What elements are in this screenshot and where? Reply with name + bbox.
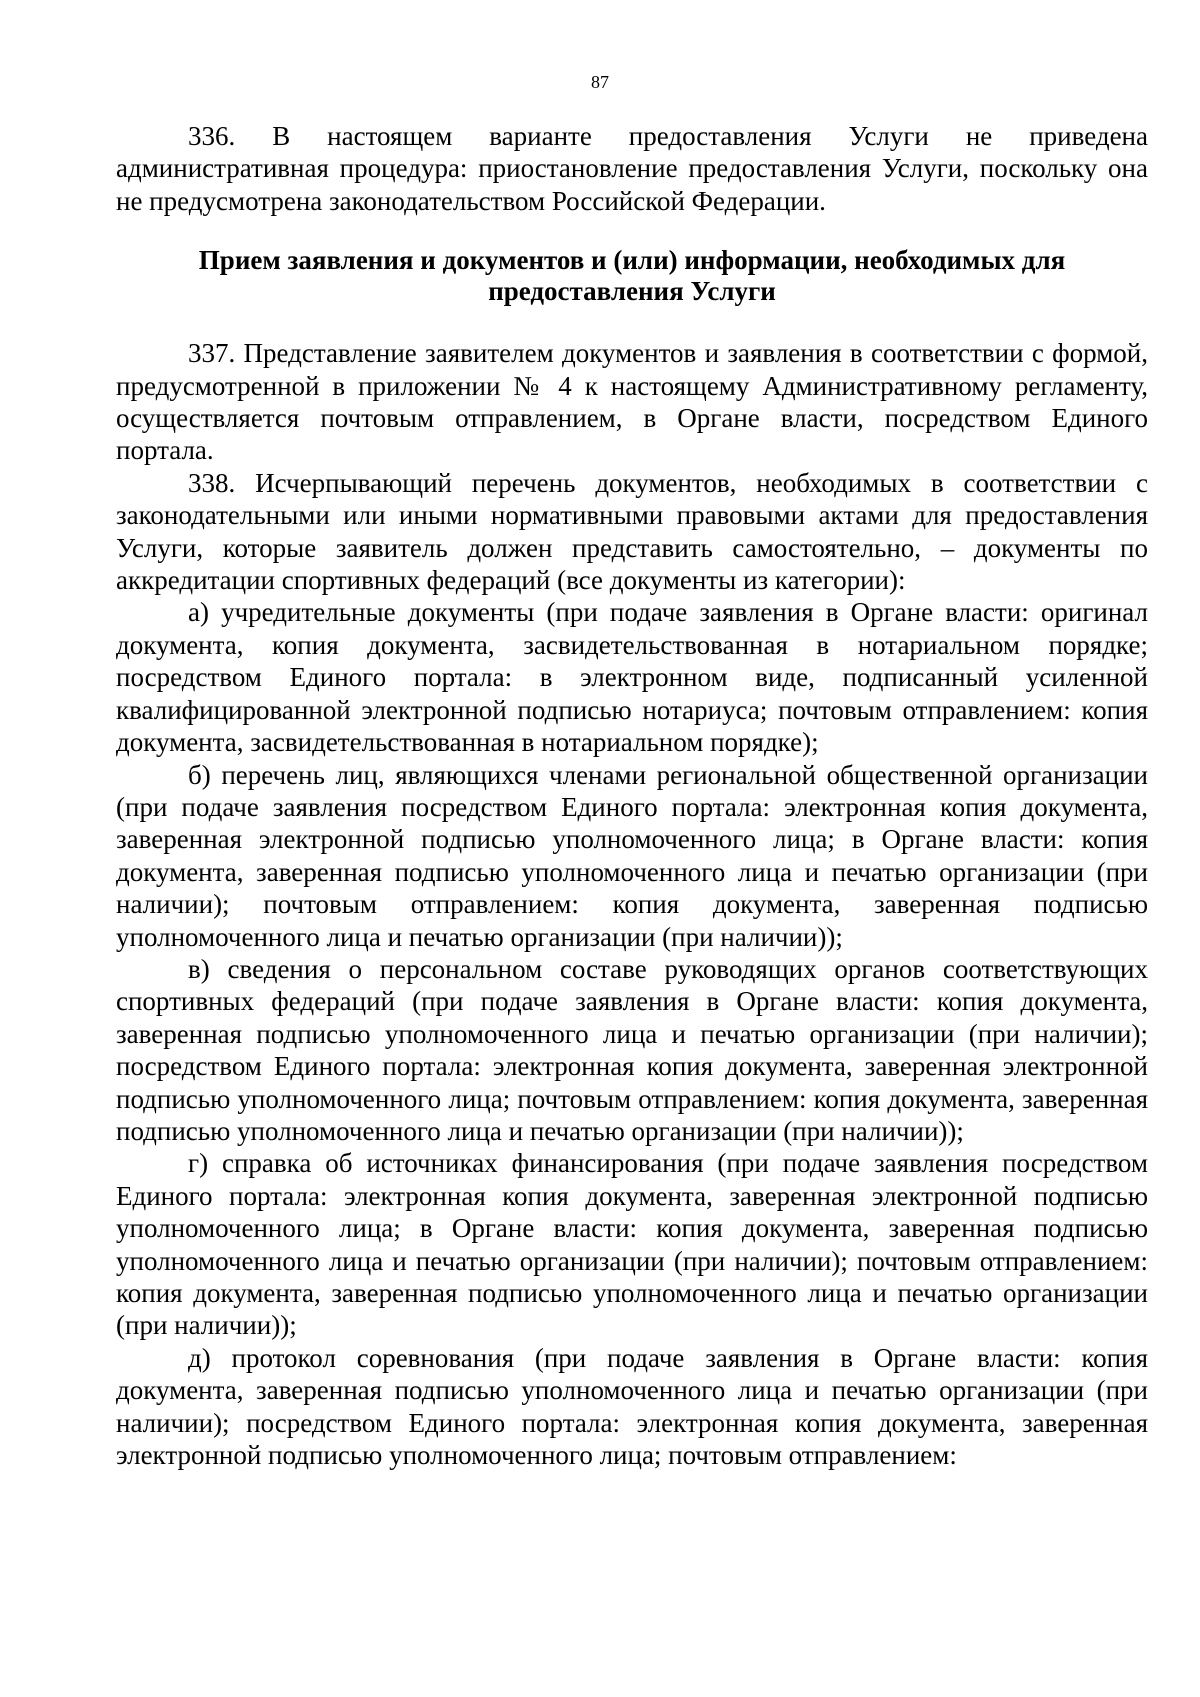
list-item-g: г) справка об источниках финансирования (при подаче заявления посредством Единого портала: электронная копия документа, заверенная электронной подписью уполномоченного лица; в Органе власти: копия документа, заверенная подписью уполномоченного лица и печатью организации (при наличии); почтовым отправлением: копия документа, заверенная подписью уполномоченного лица и печатью организации (при наличии));: [116, 1148, 1148, 1341]
list-item-d: д) протокол соревнования (при подаче заявления в Органе власти: копия документа, заверенная подписью уполномоченного лица и печатью организации (при наличии); посредством Единого портала: электронная копия документа, заверенная электронной подписью уполномоченного лица; почтовым отправлением:: [116, 1342, 1148, 1471]
list-item-b: б) перечень лиц, являющихся членами региональной общественной организации (при подаче заявления посредством Единого портала: электронная копия документа, заверенная электронной подписью уполномоченного лица; в Органе власти: копия документа, заверенная подписью уполномоченного лица и печатью организации (при наличии); почтовым отправлением: копия документа, заверенная подписью уполномоченного лица и печатью организации (при наличии));: [116, 759, 1148, 952]
paragraph-337: 337. Представление заявителем документов и заявления в соответствии с формой, предусмотренной в приложении № 4 к настоящему Административному регламенту, осуществляется почтовым отправлением, в Органе власти, посредством Единого портала.: [116, 338, 1148, 466]
list-item-a: а) учредительные документы (при подаче заявления в Органе власти: оригинал документа, копия документа, засвидетельствованная в нотариальном порядке; посредством Единого портала: в электронном виде, подписанный усиленной квалифицированной электронной подписью нотариуса; почтовым отправлением: копия документа, засвидетельствованная в нотариальном порядке);: [116, 597, 1148, 758]
paragraph-338: 338. Исчерпывающий перечень документов, необходимых в соответствии с законодательными или иными нормативными правовыми актами для предоставления Услуги, которые заявитель должен представить самостоятельно, – документы по аккредитации спортивных федераций (все документы из категории):: [116, 467, 1148, 596]
paragraph-336: 336. В настоящем варианте предоставления Услуги не приведена административная процедура: приостановление предоставления Услуги, поскольку она не предусмотрена законодательством Российской Федерации.: [116, 121, 1148, 216]
document-body: [116, 120, 1148, 1471]
section-heading: Прием заявления и документов и (или) информации, необходимых для предоставления Услуги: [198, 245, 1066, 307]
list-item-v: в) сведения о персональном составе руководящих органов соответствующих спортивных федераций (при подаче заявления в Органе власти: копия документа, заверенная подписью уполномоченного лица и печатью организации (при наличии); посредством Единого портала: электронная копия документа, заверенная электронной подписью уполномоченного лица; почтовым отправлением: копия документа, заверенная подписью уполномоченного лица и печатью организации (при наличии));: [116, 953, 1148, 1146]
page-number: 87: [591, 72, 609, 92]
